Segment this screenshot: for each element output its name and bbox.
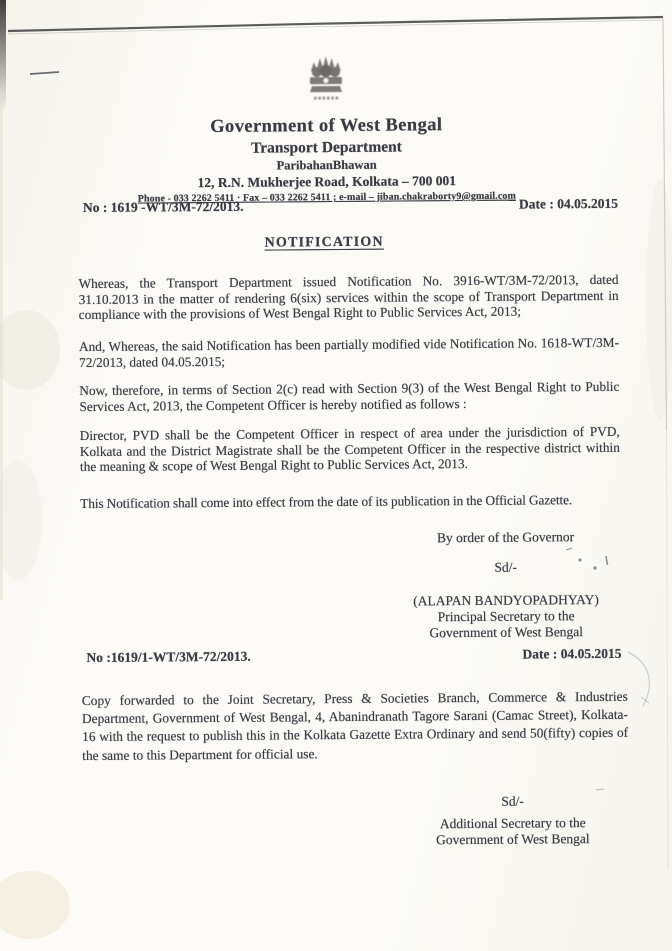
sd-line: Sd/- bbox=[501, 793, 524, 809]
signatory-title: Principal Secretary to the bbox=[437, 608, 575, 625]
letterhead bbox=[0, 48, 656, 206]
reference-row-top bbox=[83, 196, 618, 216]
document-title: NOTIFICATION bbox=[264, 234, 384, 251]
body-paragraph: Director, PVD shall be the Competent Officer in respect of area under the jurisdiction of PVD, Kolkata and the District Magistrate shall be the Competent Officer in the respective district within the meaning & scope of West Bengal Right to Public Services Act, 2013. bbox=[79, 423, 620, 475]
body-paragraph: And, Whereas, the said Notification has been partially modified vide Notification No. 1618-WT/3M-72/2013, dated 04.05.2015; bbox=[78, 334, 620, 370]
national-emblem-icon bbox=[0, 48, 655, 113]
forward-memo-date: Date : 04.05.2015 bbox=[522, 645, 622, 662]
body-paragraph: Now, therefore, in terms of Section 2(c) read with Section 9(3) of the West Bengal Right to Public Services Act, 2013, the Competent Officer is hereby notified as follows : bbox=[79, 378, 620, 414]
signature-block-principal-secretary bbox=[398, 529, 613, 641]
signatory-org: Government of West Bengal bbox=[436, 831, 590, 848]
signatory-title: Additional Secretary to the bbox=[439, 815, 586, 832]
signatory-org: Government of West Bengal bbox=[429, 623, 584, 640]
by-order-line: By order of the Governor bbox=[436, 529, 575, 546]
org-name: Government of West Bengal bbox=[210, 115, 443, 138]
body-paragraph: This Notification shall come into effect from the date of its publication in the Official Gazette. bbox=[80, 492, 573, 512]
memo-date: Date : 04.05.2015 bbox=[518, 195, 618, 212]
forward-memo-number: No :1619/1-WT/3M-72/2013. bbox=[86, 648, 251, 665]
sd-line: Sd/- bbox=[494, 559, 518, 575]
contact-line: Phone - 033 2262 5411 · Fax – 033 2262 5411 ; e-mail – jiban.chakraborty9@gmail.com bbox=[137, 190, 516, 205]
reference-row-bottom bbox=[86, 646, 621, 666]
department-name: Transport Department bbox=[250, 138, 402, 157]
signatory-name: (ALAPAN BANDYOPADHYAY) bbox=[413, 591, 599, 609]
signature-block-additional-secretary bbox=[411, 793, 615, 849]
forwarding-paragraph: Copy forwarded to the Joint Secretary, Press & Societies Branch, Commerce & Industries Department, Government of West Bengal, 4, Abanindranath Tagore Sarani (Camac Street), Kolkata-16 with the request to publish this in the Kolkata Gazette Extra Ordinary and send 50(fifty) copies of the same to this Department for official use. bbox=[81, 688, 629, 763]
memo-number: No : 1619 -WT/3M-72/2013. bbox=[82, 198, 244, 216]
title-row bbox=[0, 231, 650, 254]
address-line: 12, R.N. Mukherjee Road, Kolkata – 700 001 bbox=[197, 173, 456, 191]
body-paragraph: Whereas, the Transport Department issued Notification No. 3916-WT/3M-72/2013, dated 31.10.2013 in the matter of rendering 6(six) services within the scope of Transport Department in compliance with the provisions of West Bengal Right to Public Services Act, 2013; bbox=[78, 271, 619, 323]
building-name: ParibahanBhawan bbox=[276, 157, 377, 173]
